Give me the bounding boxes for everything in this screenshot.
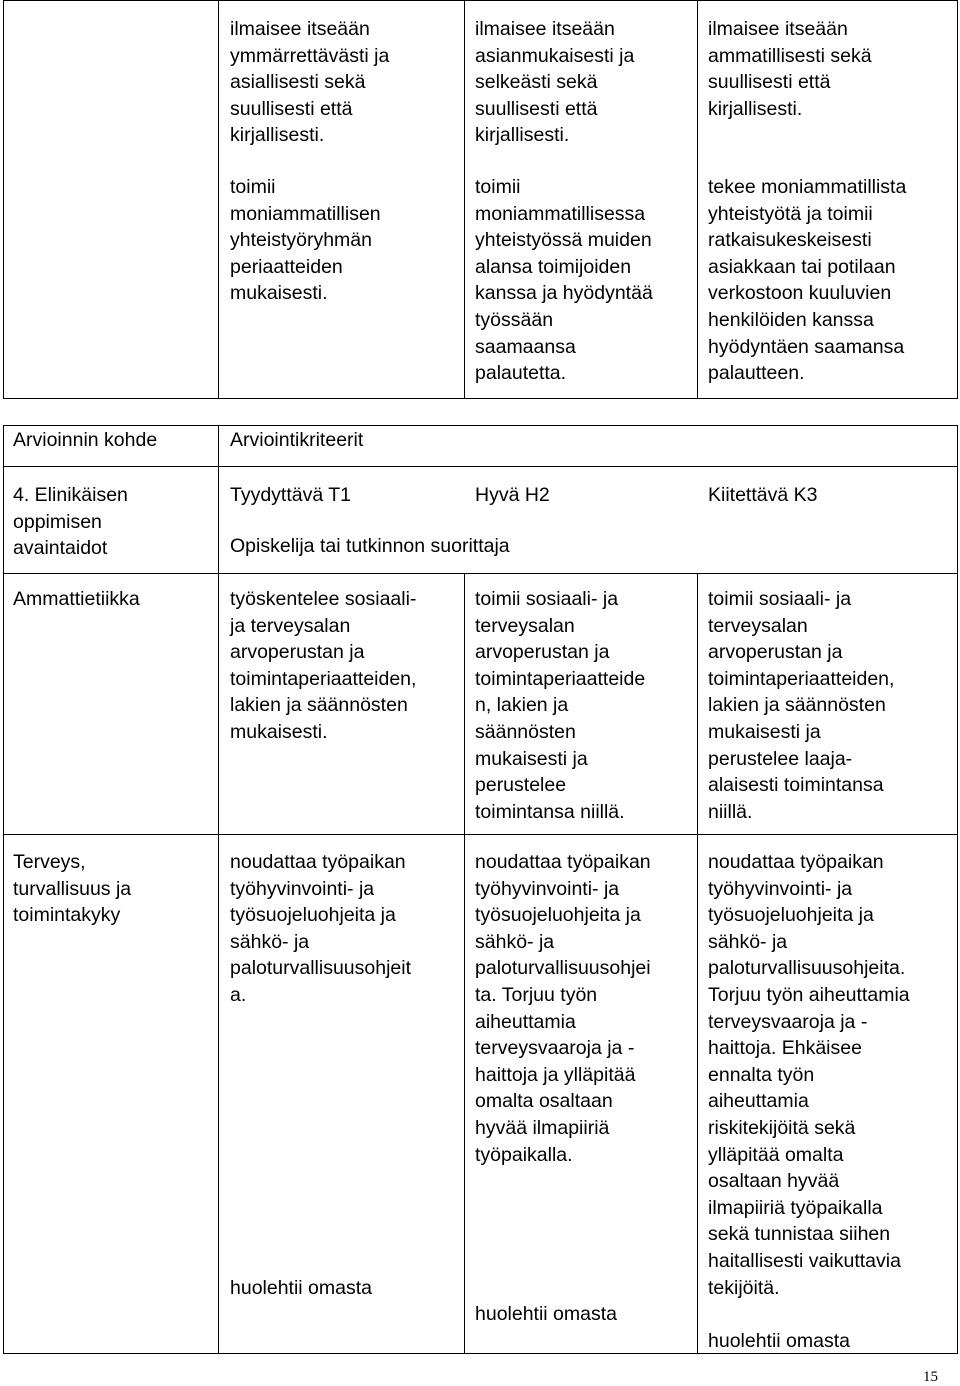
row-terveys-t1: noudattaa työpaikan työhyvinvointi- ja työsuojeluohjeita ja sähkö- ja paloturvallisuusohjeit a. huolehtii omasta: [230, 851, 412, 1299]
row-ammattietiikka-t1: työskentelee sosiaali- ja terveysalan arvoperustan ja toimintaperiaatteiden, lakien ja säännösten mukaisesti.: [230, 588, 417, 743]
lower-table-row-rule: [3, 834, 958, 835]
grade-t1: Tyydyttävä T1: [230, 484, 352, 506]
upper-row2-k3: tekee moniammatillista yhteistyötä ja toimii ratkaisukeskeisesti asiakkaan tai potilaan verkostoon kuuluvien henkilöiden kanssa hyödyntäen saamansa palautteen.: [708, 176, 907, 385]
lower-table-h2-divider: [464, 574, 465, 1354]
upper-row1-t1: ilmaisee itseään ymmärrettävästi ja asiallisesti sekä suullisesti että kirjallisesti.: [230, 18, 390, 147]
section-title: 4. Elinikäisen oppimisen avaintaidot: [13, 484, 128, 560]
page-number: 15: [923, 1369, 938, 1385]
upper-row1-h2: ilmaisee itseään asianmukaisesti ja selkeästi sekä suullisesti että kirjallisesti.: [475, 18, 635, 147]
lower-table-k3-divider: [697, 574, 698, 1354]
upper-table-divider-1: [218, 0, 219, 399]
lower-table-header-rule: [3, 466, 958, 467]
row-terveys-h2: noudattaa työpaikan työhyvinvointi- ja työsuojeluohjeita ja sähkö- ja paloturvallisuusohjei ta. Torjuu työn aiheuttamia terveysvaaroja ja - haittoja ja ylläpitää omalta osaltaan hyvää ilmapiiriä työpaikalla. huolehtii omasta: [475, 851, 651, 1326]
upper-row2-t1: toimii moniammatillisen yhteistyöryhmän periaatteiden mukaisesti.: [230, 176, 381, 305]
grade-h2: Hyvä H2: [475, 484, 550, 506]
row-ammattietiikka-label: Ammattietiikka: [13, 588, 140, 610]
arviointikriteerit-header: Arviointikriteerit: [230, 429, 364, 451]
row-terveys-label: Terveys, turvallisuus ja toimintakyky: [13, 851, 132, 927]
row-ammattietiikka-h2: toimii sosiaali- ja terveysalan arvoperustan ja toimintaperiaatteide n, lakien ja säännösten mukaisesti ja perustelee toimintansa niillä.: [475, 588, 646, 823]
section-subtitle: Opiskelija tai tutkinnon suorittaja: [230, 535, 510, 557]
row-terveys-k3: noudattaa työpaikan työhyvinvointi- ja työsuojeluohjeita ja sähkö- ja paloturvallisuusohjeita. Torjuu työn aiheuttamia terveysvaaroja ja - haittoja. Ehkäisee ennalta työn aiheuttamia riskitekijöitä sekä ylläpitää omalta osaltaan hyvää ilmapiiriä työpaikalla sekä tunnistaa siihen haitallisesti vaikuttavia tekijöitä. huolehtii omasta: [708, 851, 910, 1352]
arvioinnin-kohde-header: Arvioinnin kohde: [13, 429, 158, 451]
lower-table-section-rule: [3, 573, 958, 574]
upper-row2-h2: toimii moniammatillisessa yhteistyössä muiden alansa toimijoiden kanssa ja hyödyntää työssään saamaansa palautetta.: [475, 176, 653, 385]
row-ammattietiikka-k3: toimii sosiaali- ja terveysalan arvoperustan ja toimintaperiaatteiden, lakien ja säännösten mukaisesti ja perustelee laaja- alaisesti toimintansa niillä.: [708, 588, 895, 823]
upper-row1-k3: ilmaisee itseään ammatillisesti sekä suullisesti että kirjallisesti.: [708, 18, 872, 120]
upper-table-divider-2: [464, 0, 465, 399]
upper-table-divider-3: [697, 0, 698, 399]
lower-table-label-divider: [218, 425, 219, 1354]
grade-k3: Kiitettävä K3: [708, 484, 818, 506]
